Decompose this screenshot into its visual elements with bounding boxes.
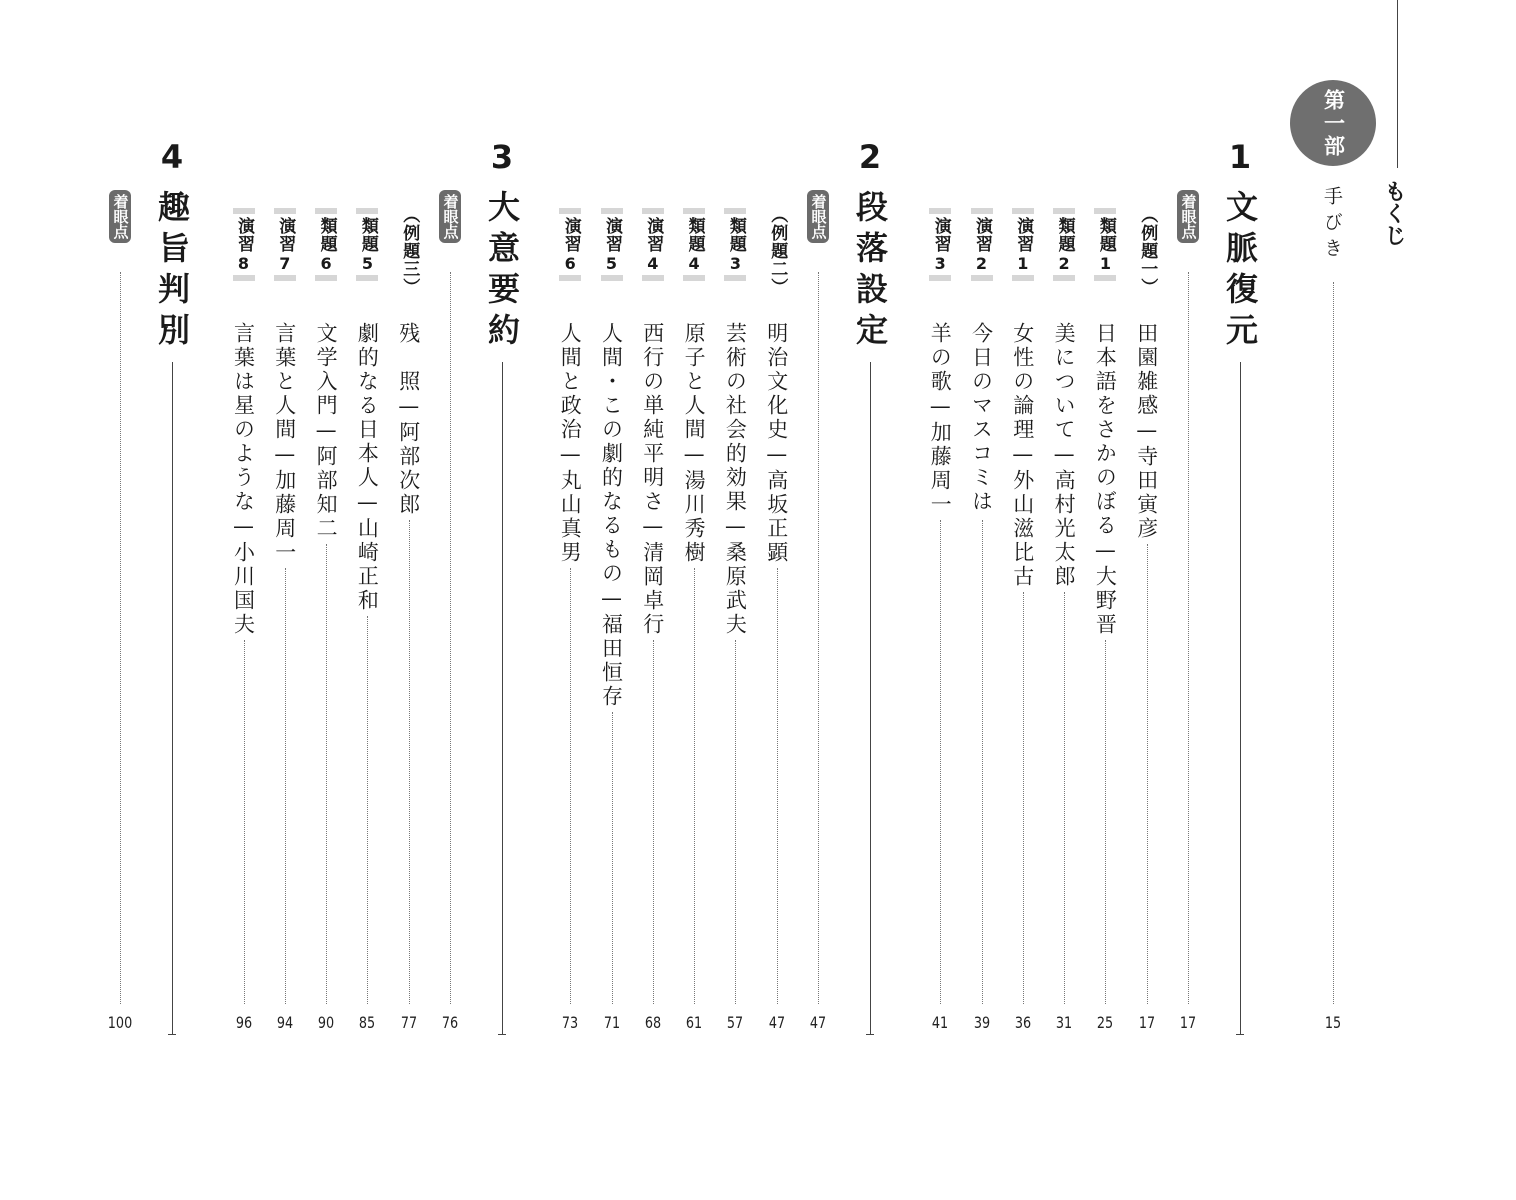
leader-dots <box>409 520 410 1004</box>
part-label: 第一部 <box>1321 88 1346 158</box>
page-number: 61 <box>685 1013 703 1032</box>
exercise-label: 類題 6 <box>314 208 338 281</box>
entry-title: 美について—高村光太郎 <box>1052 322 1077 589</box>
focus-badge: 着眼点 <box>439 190 461 243</box>
page-number: 77 <box>400 1013 417 1032</box>
page-number: 36 <box>1014 1013 1031 1032</box>
entry-title: 言葉は星のような—小川国夫 <box>231 322 256 637</box>
example-label: （例題三） <box>399 206 420 296</box>
entry-title: 劇的なる日本人—山崎正和 <box>355 322 380 613</box>
focus-badge: 着眼点 <box>109 190 131 243</box>
entry-title: 文学入門—阿部知二 <box>314 322 339 541</box>
leader-dots <box>940 520 941 1004</box>
practice-label: 演習 4 <box>641 208 665 281</box>
entry-title: 人間・この劇的なるもの—福田恒存 <box>599 322 624 709</box>
leader-dots <box>367 616 368 1004</box>
chapter-rule <box>870 362 871 1034</box>
leader-dots <box>612 712 613 1004</box>
leader-dots <box>1188 272 1189 1004</box>
practice-label: 演習 2 <box>970 208 994 281</box>
page-number: 90 <box>317 1013 335 1032</box>
page-number: 94 <box>276 1013 293 1032</box>
chapter-number: 3 <box>490 138 514 176</box>
top-rule <box>1397 0 1398 168</box>
leader-dots <box>1064 592 1065 1004</box>
chapter-rule <box>172 362 173 1034</box>
part-badge <box>1290 80 1376 166</box>
chapter-rule-tick <box>866 1034 874 1035</box>
contents-title: もくじ <box>1381 180 1406 246</box>
example-label: （例題一） <box>1137 206 1158 296</box>
page-number: 15 <box>1324 1013 1342 1032</box>
leader-dots <box>1147 544 1148 1004</box>
practice-label: 演習 3 <box>928 208 952 281</box>
leader-dots <box>818 272 819 1004</box>
page-number: 85 <box>359 1013 376 1032</box>
chapter-number: 4 <box>160 138 184 176</box>
practice-label: 演習 8 <box>232 208 256 281</box>
leader-dots <box>285 568 286 1004</box>
entry-title: 原子と人間—湯川秀樹 <box>682 322 707 565</box>
exercise-label: 類題 5 <box>355 208 379 281</box>
leader-dots <box>450 272 451 1004</box>
page-number: 39 <box>973 1013 990 1032</box>
exercise-label: 類題 1 <box>1093 208 1117 281</box>
chapter-rule-tick <box>1236 1034 1244 1035</box>
page-number: 17 <box>1179 1013 1197 1032</box>
entry-title: 言葉と人間—加藤周一 <box>272 322 297 565</box>
entry-title: 西行の単純平明さ—清岡卓行 <box>640 322 665 637</box>
practice-label: 演習 7 <box>273 208 297 281</box>
entry-title: 明治文化史—高坂正顕 <box>764 322 789 565</box>
practice-label: 演習 1 <box>1011 208 1035 281</box>
chapter-rule-tick <box>498 1034 506 1035</box>
chapter-rule <box>1240 362 1241 1034</box>
chapter-number: 2 <box>858 138 882 176</box>
leader-dots <box>982 520 983 1004</box>
leader-dots <box>1333 282 1334 1004</box>
entry-title: 人間と政治—丸山真男 <box>558 322 583 565</box>
chapter-number: 1 <box>1228 138 1252 176</box>
focus-badge: 着眼点 <box>807 190 829 243</box>
entry-title: 芸術の社会的効果—桑原武夫 <box>723 322 748 637</box>
entry-title: 女性の論理—外山滋比古 <box>1010 322 1035 589</box>
page-number: 47 <box>768 1013 785 1032</box>
exercise-label: 類題 3 <box>723 208 747 281</box>
page-number: 41 <box>932 1013 949 1032</box>
page-number: 100 <box>107 1013 133 1032</box>
intro-label: 手びき <box>1321 186 1343 264</box>
chapter-title: 文脈復元 <box>1221 190 1259 354</box>
page-number: 47 <box>809 1013 827 1032</box>
exercise-label: 類題 4 <box>682 208 706 281</box>
page-number: 68 <box>644 1013 661 1032</box>
page-number: 73 <box>562 1013 579 1032</box>
leader-dots <box>244 640 245 1004</box>
leader-dots <box>1023 592 1024 1004</box>
page-number: 96 <box>235 1013 252 1032</box>
chapter-title: 大意要約 <box>483 190 521 354</box>
entry-title: 残 照—阿部次郎 <box>396 322 421 517</box>
page-number: 31 <box>1055 1013 1073 1032</box>
leader-dots <box>326 544 327 1004</box>
chapter-title: 段落設定 <box>851 190 889 354</box>
example-label: （例題二） <box>767 206 788 296</box>
chapter-rule-tick <box>168 1034 176 1035</box>
leader-dots <box>1105 640 1106 1004</box>
page-number: 71 <box>603 1013 620 1032</box>
leader-dots <box>653 640 654 1004</box>
page-number: 25 <box>1097 1013 1114 1032</box>
chapter-rule <box>502 362 503 1034</box>
chapter-title: 趣旨判別 <box>153 190 191 354</box>
leader-dots <box>694 568 695 1004</box>
page-number: 76 <box>441 1013 459 1032</box>
page-number: 57 <box>727 1013 744 1032</box>
practice-label: 演習 5 <box>600 208 624 281</box>
leader-dots <box>570 568 571 1004</box>
entry-title: 田園雑感—寺田寅彦 <box>1134 322 1159 541</box>
entry-title: 今日のマスコミは <box>969 322 994 514</box>
entry-title: 日本語をさかのぼる—大野晋 <box>1093 322 1118 637</box>
practice-label: 演習 6 <box>558 208 582 281</box>
leader-dots <box>120 272 121 1004</box>
leader-dots <box>777 568 778 1004</box>
entry-title: 羊の歌—加藤周一 <box>928 322 953 517</box>
leader-dots <box>735 640 736 1004</box>
page-number: 17 <box>1138 1013 1155 1032</box>
exercise-label: 類題 2 <box>1052 208 1076 281</box>
focus-badge: 着眼点 <box>1177 190 1199 243</box>
